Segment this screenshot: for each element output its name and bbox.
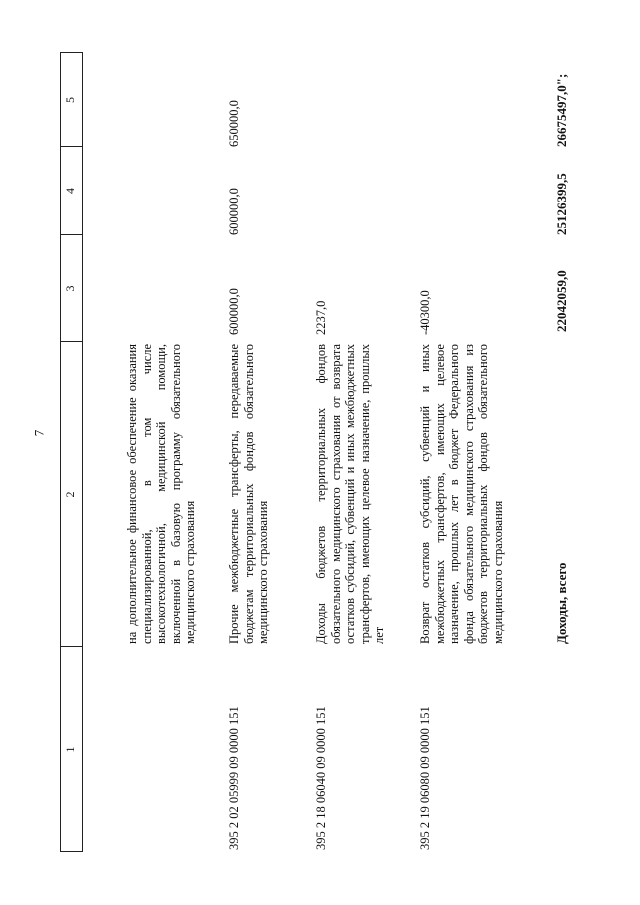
row-amount-col3: 600000,0 <box>227 288 241 335</box>
row-description: Возврат остатков субсидий, субвенций и иных межбюджетных трансфертов, имеющих целевое назначение, прошлых лет в бюджет Федерального фонда обязательного медицинского страхования из бюджетов территориальных фондов обязательного медицинского страхования <box>418 344 505 644</box>
column-header-1: 1 <box>63 746 77 753</box>
row-code: 395 2 19 06080 09 0000 151 <box>418 706 432 850</box>
row-description: Доходы бюджетов территориальных фондов обязательного медицинского страхования от возврата остатков субсидий, субвенций и иных межбюджетных трансфертов, имеющих целевое назначение, прошлых лет <box>314 344 386 644</box>
row-description: на дополнительное финансовое обеспечение оказания специализированной, в том числе высокотехнологичной, медицинской помощи, включенной в базовую программу обязательного медицинского страхования <box>125 344 197 644</box>
column-header-4: 4 <box>63 188 77 194</box>
row-amount-col4: 600000,0 <box>227 188 241 235</box>
column-header-5: 5 <box>63 97 77 103</box>
row-amount-col3: 2237,0 <box>314 300 328 335</box>
table-top-border <box>60 52 61 852</box>
row-amount-col3: -40300,0 <box>418 290 432 335</box>
total-amount-col5: 26675497,0"; <box>554 73 569 147</box>
row-code: 395 2 18 06040 09 0000 151 <box>314 706 328 850</box>
row-code: 395 2 02 05999 09 0000 151 <box>227 706 241 850</box>
row-description: Прочие межбюджетные трансферты, передаваемые бюджетам территориальных фондов обязательного медицинского страхования <box>227 344 270 644</box>
header-bottom-border <box>82 52 83 852</box>
page-number: 7 <box>31 429 47 437</box>
total-amount-col4: 25126399,5 <box>554 173 569 235</box>
column-header-2: 2 <box>63 491 77 498</box>
column-header-3: 3 <box>63 285 77 292</box>
rotated-table <box>60 52 580 852</box>
total-amount-col3: 22042059,0 <box>554 270 569 332</box>
total-label: Доходы, всего <box>554 562 569 644</box>
row-amount-col5: 650000,0 <box>227 100 241 147</box>
